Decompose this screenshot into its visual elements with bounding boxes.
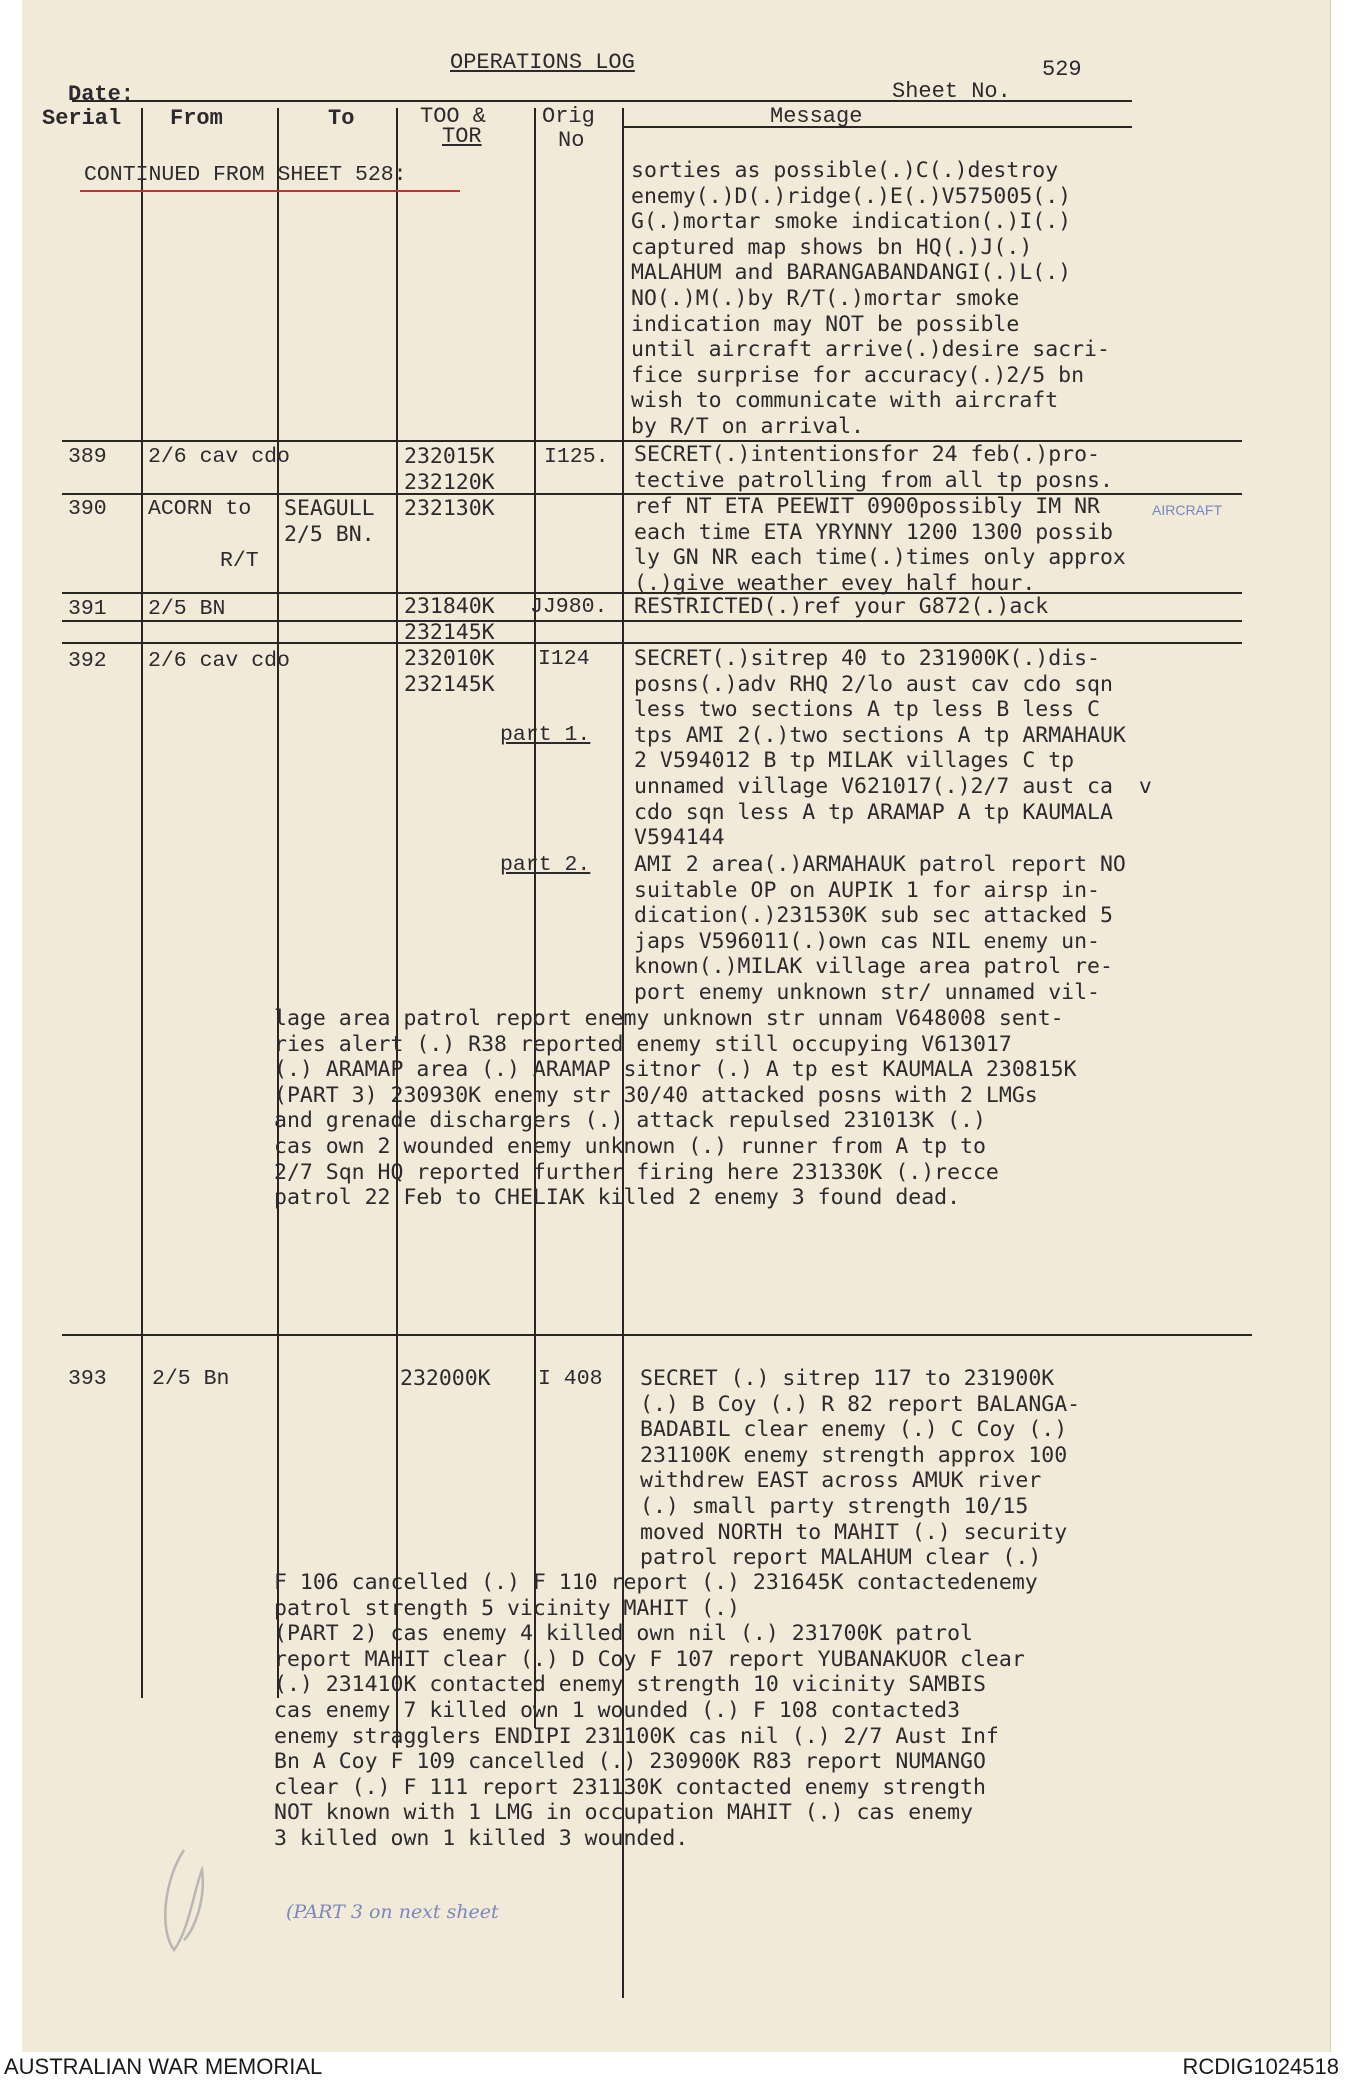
- column-header-to: To: [328, 106, 355, 131]
- entry-392-continuation: lage area patrol report enemy unknown str unnam V648008 sent- ries alert (.) R38 reported enemy still occupying V613017 (.) ARAMAP area (.) ARAMAP sitnor (.) A tp est KAUMALA 230815K (PART 3) 230930K enemy str 30/40 attacked posns with 2 LMGs and grenade dischargers (.) attack repulsed 231013K (.) cas own 2 wounded enemy unknown (.) runner from A tp to 2/7 Sqn HQ reported further firing here 231330K (.)recce patrol 22 Feb to CHELIAK killed 2 enemy 3 found dead.: [274, 1006, 1077, 1211]
- reference-footer: RCDIG1024518: [1182, 2054, 1339, 2079]
- initials-mark: [154, 1840, 214, 1960]
- entry-392-part2-message: AMI 2 area(.)ARMAHAUK patrol report NO suitable OP on AUPIK 1 for airsp in- dication(.)231530K sub sec attacked 5 japs V596011(.)own cas NIL enemy un- known(.)MILAK village area patrol re- port enemy unknown str/ unnamed vil-: [634, 852, 1126, 1005]
- entry-389-serial: 389: [68, 445, 107, 469]
- continued-message: sorties as possible(.)C(.)destroy enemy(.)D(.)ridge(.)E(.)V575005(.) G(.)mortar smoke indication(.)I(.) captured map shows bn HQ(.)J(.) MALAHUM and BARANGABANDANGI(.)L(.) NO(.)M(.)by R/T(.)mortar smoke indication may NOT be possible until aircraft arrive(.)desire sacri- fice surprise for accuracy(.)2/5 bn wish to communicate with aircraft by R/T on arrival.: [631, 158, 1110, 439]
- column-header-too: TOO &: [420, 104, 487, 129]
- log-title: OPERATIONS LOG: [450, 50, 635, 75]
- row-rule-392b: [62, 642, 1242, 644]
- column-rule-to: [396, 108, 398, 1748]
- entry-391-message: RESTRICTED(.)ref your G872(.)ack: [634, 594, 1049, 619]
- continued-label: CONTINUED FROM SHEET 528:: [84, 163, 407, 187]
- header-bottom-rule: [622, 126, 1132, 128]
- log-sheet: [22, 0, 1331, 2052]
- entry-391-serial: 391: [68, 597, 107, 621]
- entry-389-too-tor: 232015K 232120K: [404, 444, 495, 495]
- entry-389-message: SECRET(.)intentionsfor 24 feb(.)pro- tective patrolling from all tp posns.: [634, 442, 1113, 493]
- column-rule-serial: [141, 108, 143, 1698]
- entry-390-too-tor: 232130K: [404, 496, 495, 521]
- column-rule-too: [534, 108, 536, 1728]
- entry-392-part1-message: SECRET(.)sitrep 40 to 231900K(.)dis- posns(.)adv RHQ 2/lo aust cav cdo sqn less two sections A tp less B less C tps AMI 2(.)two sections A tp ARMAHAUK 2 V594012 B tp MILAK villages C tp unnamed village V621017(.)2/7 aust ca v cdo sqn less A tp ARAMAP A tp KAUMALA V594144: [634, 646, 1152, 851]
- entry-392-from: 2/6 cav cdo: [148, 649, 290, 673]
- entry-389-from: 2/6 cav cdo: [148, 445, 290, 469]
- entry-393-too-tor: 232000K: [400, 1366, 491, 1391]
- column-header-from: From: [170, 106, 223, 131]
- entry-391-from: 2/5 BN: [148, 597, 226, 621]
- entry-390-from-rt: R/T: [220, 549, 259, 573]
- entry-391-too-tor: 231840K 232145K: [404, 594, 495, 645]
- entry-390-from: ACORN to: [148, 497, 252, 521]
- column-header-serial: Serial: [42, 106, 122, 131]
- entry-391-orig-no: JJ980.: [530, 595, 608, 619]
- row-rule-393: [62, 1334, 1252, 1336]
- column-header-tor: TOR: [442, 124, 482, 149]
- entry-390-message: ref NT ETA PEEWIT 0900possibly IM NR each time ETA YRYNNY 1200 1300 possib ly GN NR each time(.)times only approx (.)give weather evey half hour.: [634, 494, 1126, 596]
- entry-393-message: SECRET (.) sitrep 117 to 231900K (.) B Coy (.) R 82 report BALANGA- BADABIL clear enemy (.) C Coy (.) 231100K enemy strength approx 100 withdrew EAST across AMUK river (.) small party strength 10/15 moved NORTH to MAHIT (.) security patrol report MALAHUM clear (.): [640, 1366, 1081, 1571]
- sheet-label: Sheet No.: [892, 79, 1011, 104]
- entry-392-orig-no: I124: [538, 647, 590, 671]
- entry-393-continuation: F 106 cancelled (.) F 110 report (.) 231645K contactedenemy patrol strength 5 vicinity MAHIT (.) (PART 2) cas enemy 4 killed own nil (.) 231700K patrol report MAHIT clear (.) D Coy F 107 report YUBANAKUOR clear (.) 231410K contacted enemy strength 10 vicinity SAMBIS cas enemy 7 killed own 1 wounded (.) F 108 contacted3 enemy stragglers ENDIPI 231100K cas nil (.) 2/7 Aust Inf Bn A Coy F 109 cancelled (.) 230900K R83 report NUMANGO clear (.) F 111 report 231130K contacted enemy strength NOT known with 1 LMG in occupation MAHIT (.) cas enemy 3 killed own 1 killed 3 wounded.: [274, 1570, 1038, 1851]
- column-header-message: Message: [770, 104, 863, 129]
- entry-392-part1-label: part 1.: [500, 723, 591, 747]
- entry-393-from: 2/5 Bn: [152, 1367, 230, 1391]
- entry-390-to: SEAGULL 2/5 BN.: [284, 496, 375, 547]
- entry-393-serial: 393: [68, 1367, 107, 1391]
- entry-392-serial: 392: [68, 649, 107, 673]
- continued-underline: [80, 190, 460, 192]
- entry-392-part2-label: part 2.: [500, 853, 591, 877]
- entry-393-orig-no: I 408: [538, 1367, 603, 1391]
- column-rule-from: [277, 108, 279, 1698]
- next-sheet-note: (PART 3 on next sheet: [286, 1901, 499, 1923]
- entry-392-too-tor: 232010K 232145K: [404, 646, 495, 697]
- column-header-no: No: [558, 128, 585, 153]
- sheet-number: 529: [1042, 57, 1082, 82]
- entry-389-orig-no: I125.: [544, 445, 609, 469]
- date-label: Date:: [68, 82, 135, 107]
- institution-footer: AUSTRALIAN WAR MEMORIAL: [4, 2054, 323, 2079]
- entry-390-aircraft-stamp: AIRCRAFT: [1152, 502, 1222, 518]
- column-header-orig: Orig: [542, 104, 595, 129]
- entry-390-serial: 390: [68, 497, 107, 521]
- row-rule-392: [62, 620, 1242, 622]
